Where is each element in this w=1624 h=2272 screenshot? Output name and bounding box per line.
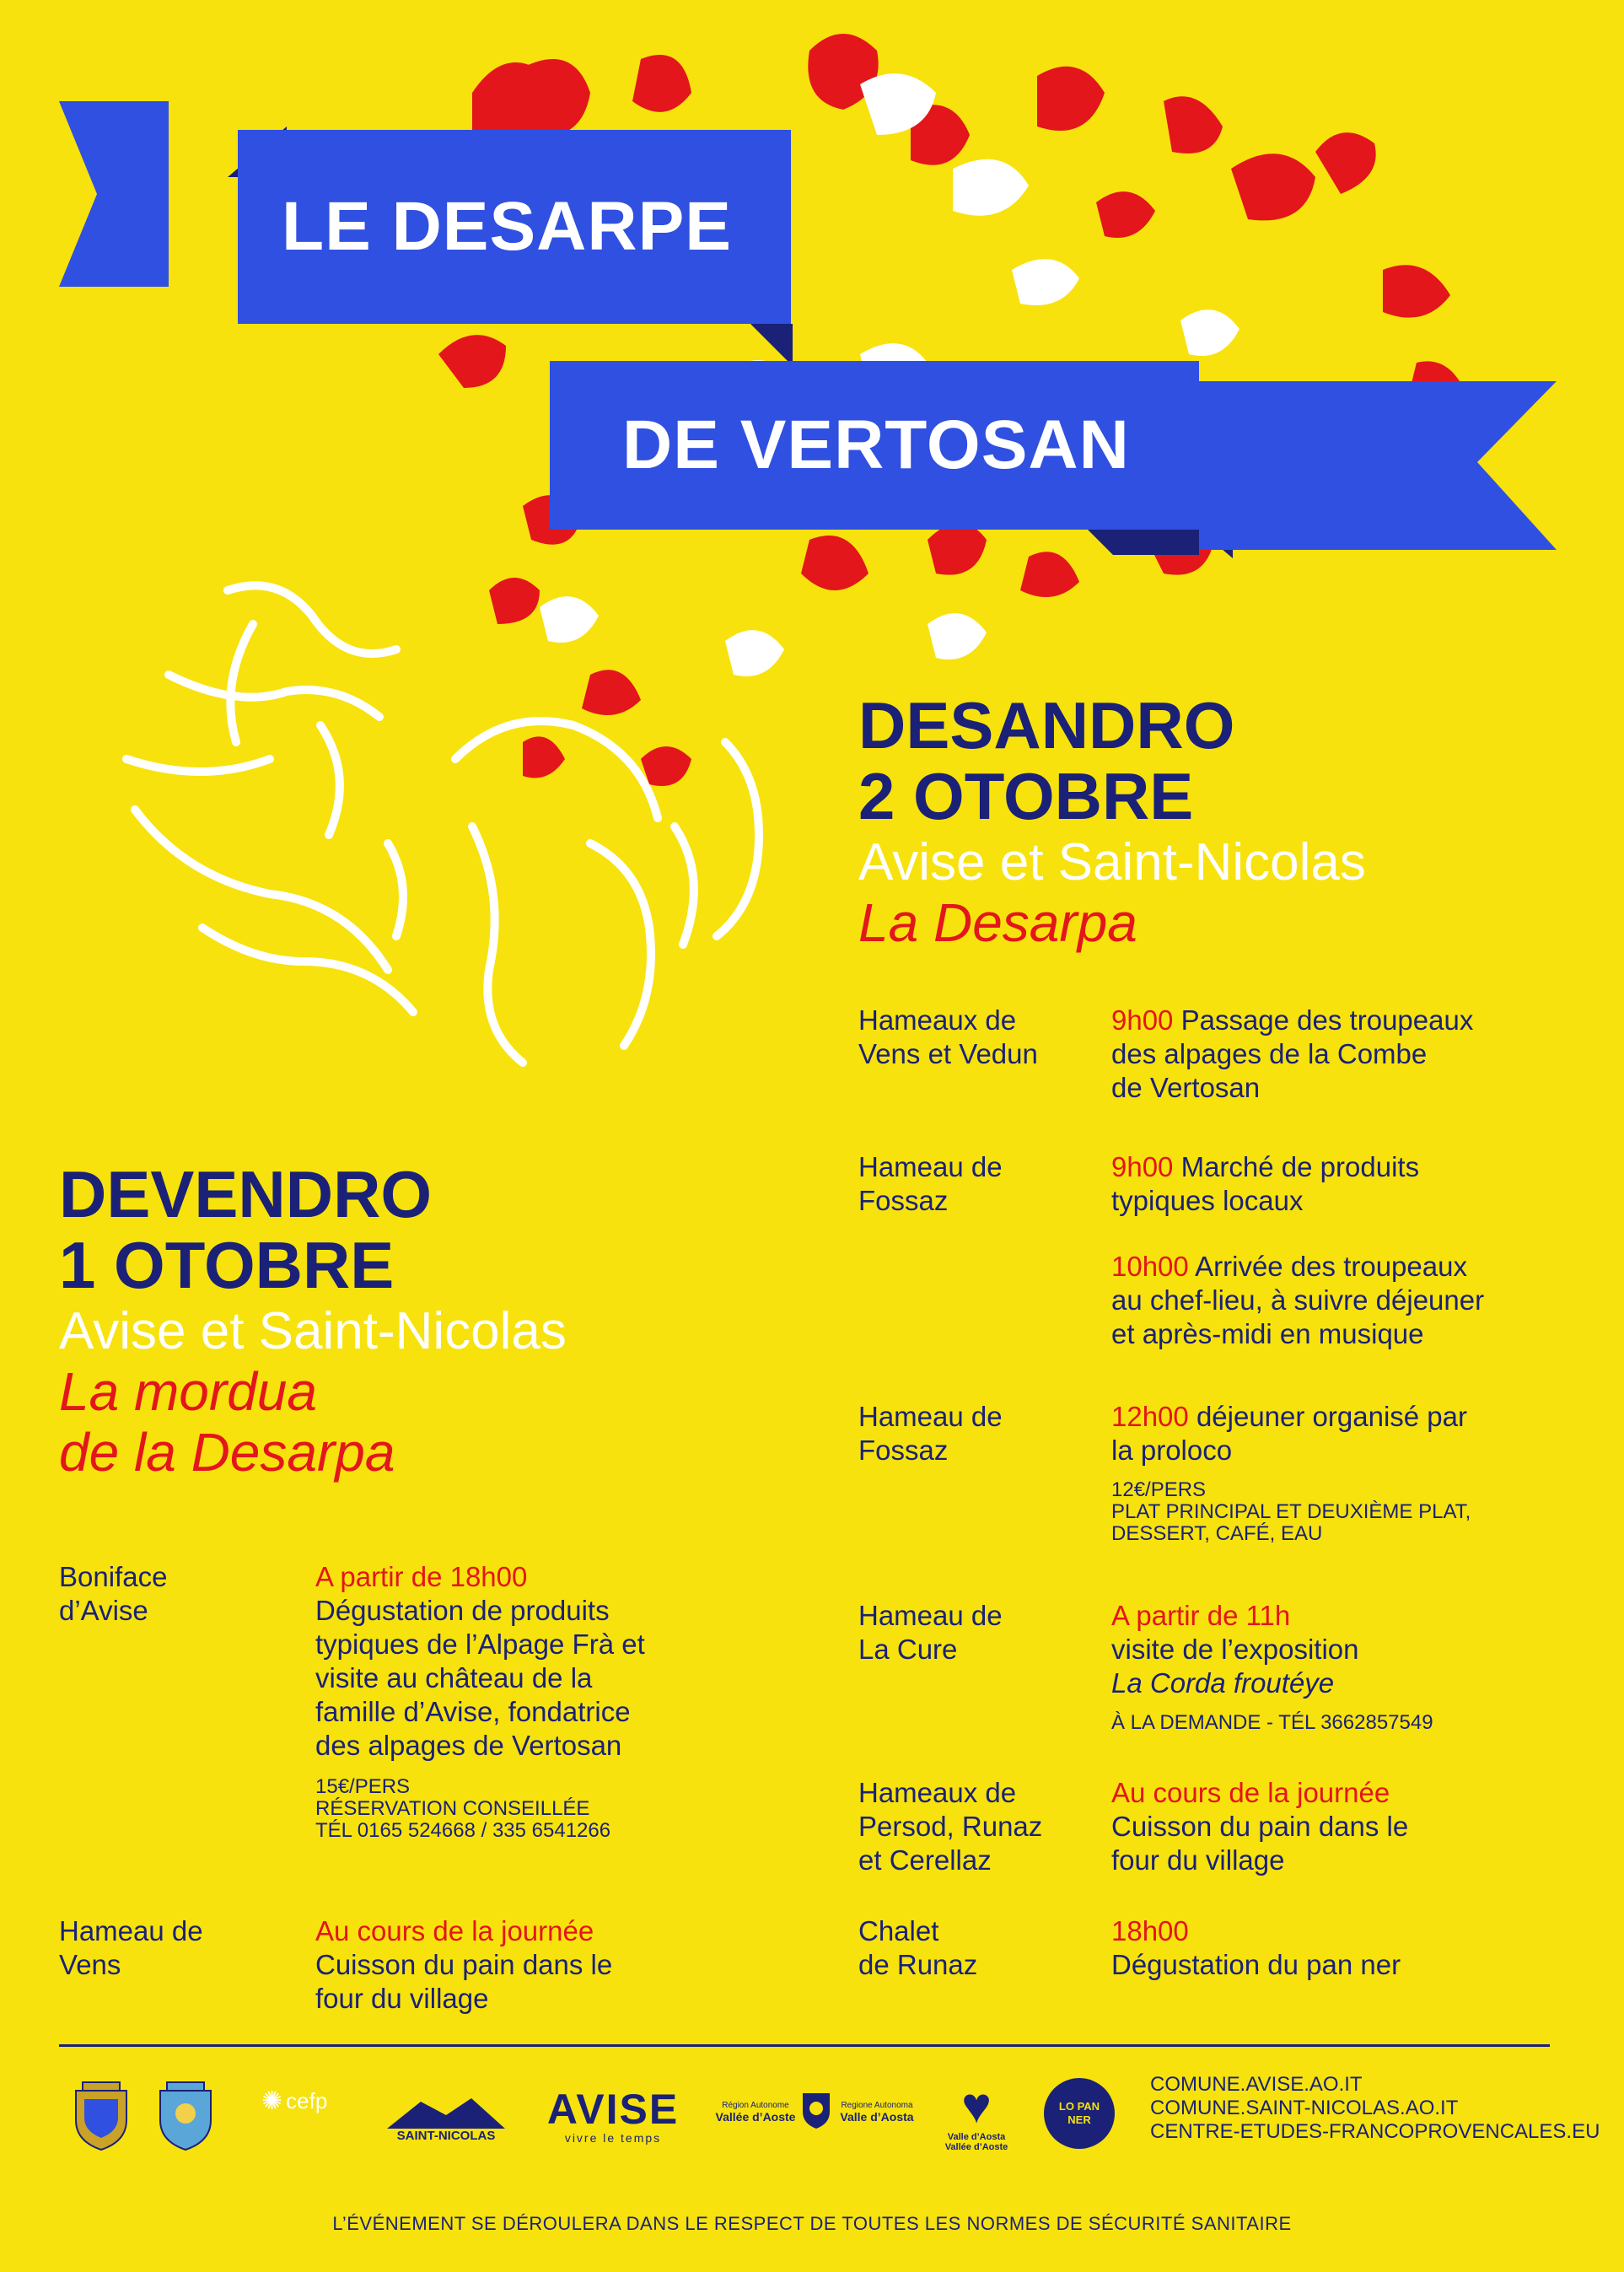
- location-line: d’Avise: [59, 1595, 148, 1626]
- day1-event-line1: La mordua: [59, 1361, 317, 1422]
- lo-pan-ner-logo: [1044, 2078, 1115, 2149]
- day2-event: La Desarpa: [858, 892, 1137, 953]
- banner-line-2-text: DE VERTOSAN: [622, 406, 1130, 483]
- mountain-icon: [387, 2095, 505, 2129]
- location-line: Hameau de: [59, 1915, 203, 1946]
- vda-heart-logo: [943, 2070, 1010, 2162]
- day2-item-4-details: [1111, 1599, 1600, 1734]
- day1-title-line1: DEVENDRO: [59, 1157, 433, 1231]
- event-time: A partir de 18h00: [315, 1561, 528, 1592]
- detail-line: typiques locaux: [1111, 1185, 1304, 1216]
- exhibition-title: La Corda froutéye: [1111, 1667, 1335, 1699]
- region-logo-fr: [713, 2086, 798, 2137]
- day2-item-4-location: [858, 1599, 1003, 1666]
- detail-line: au chef-lieu, à suivre déjeuner: [1111, 1284, 1485, 1316]
- event-time: 9h00: [1111, 1004, 1174, 1036]
- detail-line: typiques de l’Alpage Frà et: [315, 1629, 645, 1660]
- detail-text: déjeuner organisé par: [1196, 1401, 1467, 1432]
- day2-item-1-details: [1111, 1150, 1584, 1218]
- region-logo-it: [835, 2086, 919, 2137]
- event-time: Au cours de la journée: [315, 1915, 594, 1946]
- saint-nicolas-logo: [383, 2085, 509, 2152]
- banner-fold-3-shadow: [1088, 530, 1199, 555]
- day1-item-1-location: [59, 1914, 203, 1982]
- note-line: RÉSERVATION CONSEILLÉE: [315, 1797, 590, 1820]
- event-time: 12h00: [1111, 1401, 1189, 1432]
- note-line: À LA DEMANDE - TÉL 3662857549: [1111, 1711, 1433, 1734]
- detail-line: et après-midi en musique: [1111, 1318, 1424, 1349]
- banner-line-2: [550, 361, 1199, 530]
- location-line: Persod, Runaz: [858, 1811, 1043, 1842]
- day2-item-5-details: [1111, 1776, 1600, 1877]
- day1-title-line2: 1 OTOBRE: [59, 1228, 395, 1302]
- banner-line-1-text: LE DESARPE: [282, 188, 732, 265]
- detail-line: des alpages de la Combe: [1111, 1038, 1428, 1069]
- location-line: et Cerellaz: [858, 1844, 992, 1876]
- day1-item-0-details: [315, 1560, 788, 1842]
- website-links: [1150, 2073, 1600, 2144]
- cefp-dots-icon: ✺: [261, 2086, 283, 2115]
- location-line: Vens: [59, 1949, 121, 1980]
- day2-item-2-details: [1111, 1250, 1600, 1351]
- location-line: Fossaz: [858, 1435, 949, 1466]
- vda-line1: Valle d’Aosta: [947, 2132, 1006, 2142]
- detail-line: Dégustation du pan ner: [1111, 1949, 1401, 1980]
- day1-item-0-note: [315, 1776, 788, 1842]
- day2-heading: [858, 690, 1584, 953]
- banner-fold-2-shadow: [750, 324, 793, 366]
- saint-nicolas-label: SAINT-NICOLAS: [396, 2128, 496, 2143]
- link-avise[interactable]: COMUNE.AVISE.AO.IT: [1150, 2073, 1363, 2096]
- location-line: Hameaux de: [858, 1004, 1017, 1036]
- detail-line: des alpages de Vertosan: [315, 1730, 622, 1761]
- day2-place: Avise et Saint-Nicolas: [858, 833, 1366, 891]
- region-fr-line1: Région Autonome: [722, 2100, 789, 2110]
- location-line: Chalet: [858, 1915, 939, 1946]
- detail-line: de Vertosan: [1111, 1072, 1261, 1103]
- event-time: 9h00: [1111, 1151, 1174, 1182]
- vda-line2: Vallée d’Aoste: [944, 2142, 1008, 2152]
- note-line: DESSERT, CAFÉ, EAU: [1111, 1522, 1323, 1545]
- location-line: Boniface: [59, 1561, 168, 1592]
- event-time: A partir de 11h: [1111, 1600, 1291, 1631]
- location-line: Hameau de: [858, 1151, 1003, 1182]
- cefp-label: cefp: [286, 2087, 328, 2113]
- location-line: de Runaz: [858, 1949, 978, 1980]
- day2-item-3-location: [858, 1400, 1003, 1467]
- location-line: Vens et Vedun: [858, 1038, 1038, 1069]
- detail-line: four du village: [315, 1983, 489, 2014]
- detail-line: Dégustation de produits: [315, 1595, 610, 1626]
- day1-item-0-location: [59, 1560, 167, 1628]
- avise-label: AVISE: [546, 2086, 680, 2133]
- day2-item-6-location: [858, 1914, 977, 1982]
- day2-item-4-note: [1111, 1712, 1600, 1734]
- detail-line: visite au château de la: [315, 1662, 593, 1693]
- note-line: 15€/PERS: [315, 1775, 411, 1798]
- detail-text: Passage des troupeaux: [1180, 1004, 1474, 1036]
- location-line: Hameau de: [858, 1401, 1003, 1432]
- detail-line: la proloco: [1111, 1435, 1233, 1466]
- region-crest-icon: [799, 2090, 833, 2132]
- day1-event-line2: de la Desarpa: [59, 1422, 395, 1483]
- detail-text: Arrivée des troupeaux: [1195, 1251, 1467, 1282]
- detail-line: Cuisson du pain dans le: [315, 1949, 613, 1980]
- detail-line: four du village: [1111, 1844, 1285, 1876]
- detail-line: [1111, 1400, 1600, 1434]
- link-cefp[interactable]: CENTRE-ETUDES-FRANCOPROVENCALES.EU: [1150, 2120, 1600, 2143]
- region-it-line1: Regione Autonoma: [841, 2100, 913, 2110]
- region-it-line2: Valle d’Aosta: [840, 2109, 914, 2124]
- event-time: 18h00: [1111, 1915, 1189, 1946]
- event-time: 10h00: [1111, 1251, 1189, 1282]
- location-line: Hameaux de: [858, 1777, 1017, 1808]
- location-line: Hameau de: [858, 1600, 1003, 1631]
- detail-line: visite de l’exposition: [1111, 1634, 1359, 1665]
- banner-fold-left: [59, 101, 169, 287]
- location-line: La Cure: [858, 1634, 958, 1665]
- lo-pan-ner-label: LO PAN NER: [1058, 2100, 1100, 2126]
- day1-item-1-details: [315, 1914, 788, 2016]
- day2-title-line1: DESANDRO: [858, 688, 1235, 762]
- link-saint-nicolas[interactable]: COMUNE.SAINT-NICOLAS.AO.IT: [1150, 2097, 1459, 2119]
- day1-heading: [59, 1159, 801, 1483]
- detail-line: famille d’Avise, fondatrice: [315, 1696, 631, 1727]
- day2-item-0-details: [1111, 1004, 1584, 1105]
- day2-item-3-note: [1111, 1479, 1600, 1545]
- note-line: PLAT PRINCIPAL ET DEUXIÈME PLAT,: [1111, 1500, 1471, 1523]
- note-line: 12€/PERS: [1111, 1478, 1207, 1501]
- footer-notice: L’ÉVÉNEMENT SE DÉROULERA DANS LE RESPECT DE TOUTES LES NORMES DE SÉCURITÉ SANITAIRE: [332, 2213, 1292, 2234]
- day2-title-line2: 2 OTOBRE: [858, 759, 1194, 833]
- divider: [59, 2044, 1550, 2047]
- avise-logo: [546, 2078, 680, 2154]
- saint-nicolas-crest-icon: [152, 2078, 219, 2154]
- detail-line: [1111, 1004, 1584, 1037]
- event-time: Au cours de la journée: [1111, 1777, 1390, 1808]
- day2-item-1-location: [858, 1150, 1003, 1218]
- region-fr-line2: Vallée d’Aoste: [715, 2109, 796, 2124]
- banner-line-1: [238, 130, 791, 324]
- day2-item-3-details: [1111, 1400, 1600, 1545]
- day1-place: Avise et Saint-Nicolas: [59, 1302, 567, 1360]
- avise-tagline: vivre le temps: [564, 2131, 662, 2145]
- location-line: Fossaz: [858, 1185, 949, 1216]
- day2-item-0-location: [858, 1004, 1038, 1071]
- detail-text: Marché de produits: [1180, 1151, 1420, 1182]
- detail-line: Cuisson du pain dans le: [1111, 1811, 1409, 1842]
- detail-line: [1111, 1150, 1584, 1184]
- banner-fold-right: [1199, 381, 1557, 558]
- day2-item-5-location: [858, 1776, 1042, 1877]
- note-line: TÉL 0165 524668 / 335 6541266: [315, 1819, 611, 1842]
- heart-icon: ♥: [961, 2077, 992, 2134]
- day2-item-6-details: [1111, 1914, 1600, 1982]
- detail-line: [1111, 1250, 1600, 1284]
- avise-crest-icon: [67, 2078, 135, 2154]
- cefp-logo: [261, 2080, 354, 2122]
